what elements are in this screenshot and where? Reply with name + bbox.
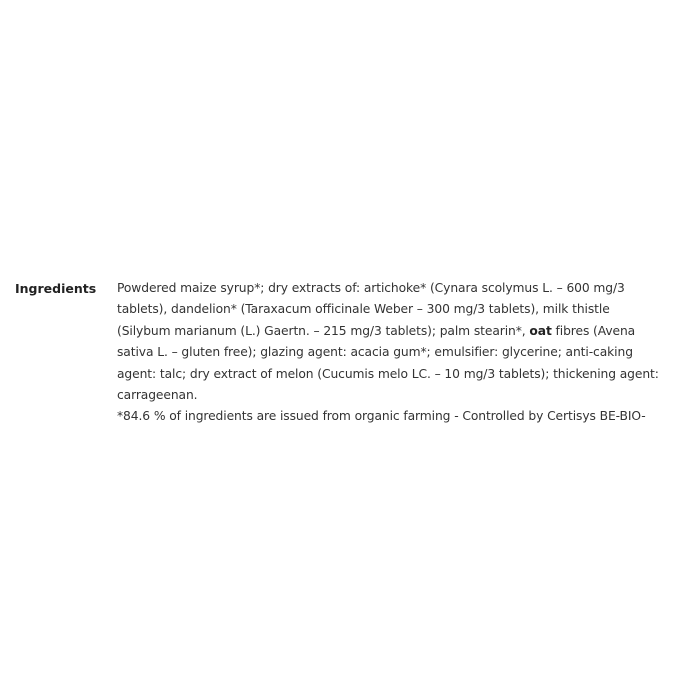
ingredients-text-part1: Powdered maize syrup*; dry extracts of: artichoke* (Cynara scolymus L. – 600 mg/3 tablets), dandelion* (Taraxacum officinale Weber – 300 mg/3 tablets), milk thistle (Silybum marianum (L.) Gaertn. – 215 mg/3 tablets); palm stearin*, <box>117 281 625 338</box>
ingredients-list <box>117 278 665 406</box>
organic-footnote: *84.6 % of ingredients are issued from organic farming - Controlled by Certisys BE-BIO- <box>117 409 646 424</box>
ingredients-bold-word: oat <box>529 323 552 338</box>
ingredients-section <box>15 278 665 428</box>
ingredients-label: Ingredients <box>15 281 97 296</box>
ingredients-text <box>117 278 665 428</box>
ingredients-text-part2: fibres (Avena sativa L. – gluten free); glazing agent: acacia gum*; emulsifier: glycerine; anti-caking agent: talc; dry extract of melon (Cucumis melo LC. – 10 mg/3 tablets); thickening agent: carrageenan. <box>117 323 659 403</box>
